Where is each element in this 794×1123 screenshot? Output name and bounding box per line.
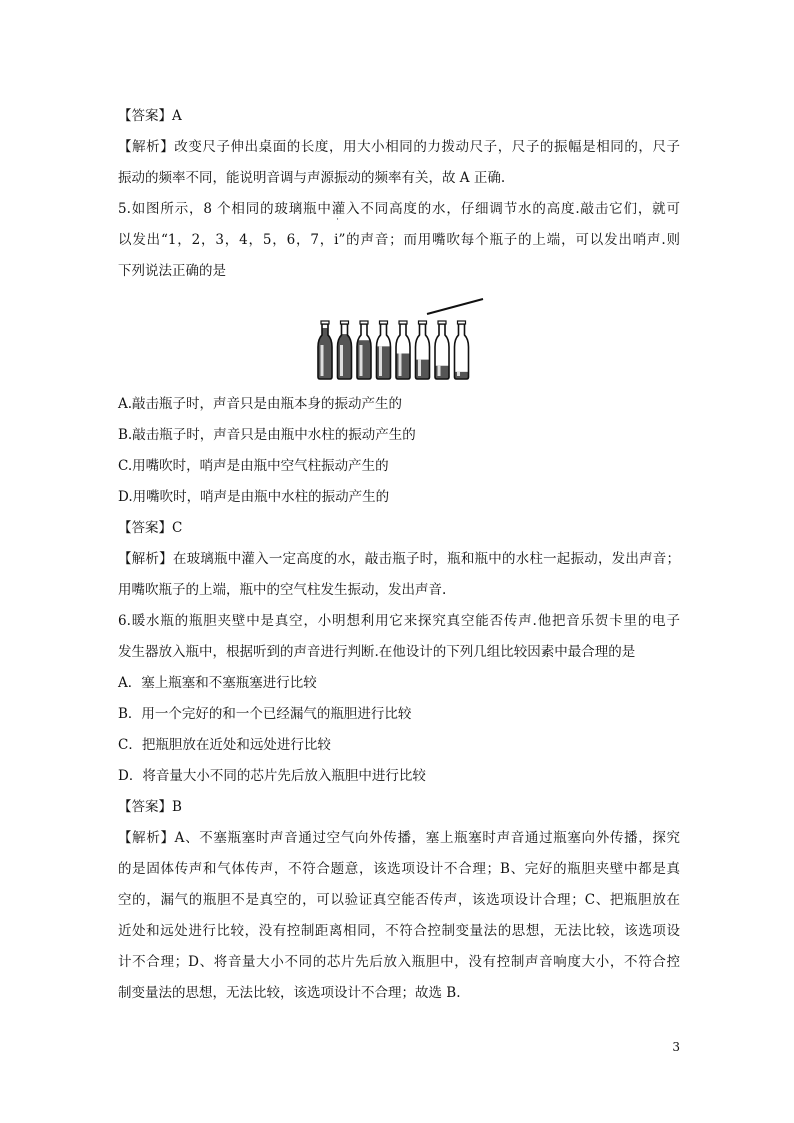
striking-stick: [427, 299, 483, 314]
glass-bottle: [396, 321, 410, 379]
water-column: [435, 366, 449, 379]
q6-analysis-line: 空的，漏气的瓶胆不是真空的，可以验证真空能否传声，该选项设计合理；C、把瓶胆放在: [118, 892, 680, 908]
q6-analysis-line: 计不合理；D、将音量大小不同的芯片先后放入瓶胆中，没有控制声音响度大小，不符合控: [118, 954, 680, 970]
water-column: [338, 334, 352, 379]
answer-tag: 【答案】: [118, 108, 172, 124]
q6-analysis-line: 的是固体传声和气体传声，不符合题意，该选项设计不合理；B、完好的瓶胆夹壁中都是真: [118, 861, 680, 877]
water-column: [318, 328, 332, 379]
q6-option: B．用一个完好的和一个已经漏气的瓶胆进行比较: [118, 706, 412, 722]
glass-bottle: [455, 321, 469, 379]
q5-option: A.敲击瓶子时，声音只是由瓶本身的振动产生的: [118, 396, 403, 412]
octave-dot: ·: [336, 215, 339, 225]
glass-bottle: [435, 321, 449, 379]
q6-answer: [118, 792, 680, 823]
stem-text: ”的声音；而用嘴吹每个瓶子的上端，可以发出哨声.则: [338, 232, 680, 248]
q6-analysis-line: [118, 823, 680, 854]
q6-analysis-line: 制变量法的思想，无法比较，该选项设计不合理；故选 B.: [118, 985, 461, 1001]
analysis-text: 改变尺子伸出桌面的长度，用大小相同的力拨动尺子，尺子的振幅是相同的，尺子: [174, 139, 681, 155]
q6-option: D．将音量大小不同的芯片先后放入瓶胆中进行比较: [118, 768, 426, 784]
q5-stem-line: [118, 215, 680, 256]
q6-option: A．塞上瓶塞和不塞瓶塞进行比较: [118, 675, 317, 691]
q4-analysis-line: 振动的频率不同，能说明音调与声源振动的频率有关，故 A 正确.: [118, 170, 506, 186]
q5-option: B.敲击瓶子时，声音只是由瓶中水柱的振动产生的: [118, 427, 416, 443]
bottles-illustration: [313, 293, 493, 383]
bottles-figure: [118, 293, 680, 389]
water-column: [377, 346, 391, 379]
glass-bottle: [338, 321, 352, 379]
analysis-text: A、不塞瓶塞时声音通过空气向外传播，塞上瓶塞时声音通过瓶塞向外传播，探究: [174, 830, 681, 846]
q5-answer: [118, 513, 680, 544]
q6-analysis-line: 近处和远处进行比较，没有控制距离相同，不符合控制变量法的思想，无法比较，该选项设: [118, 923, 680, 939]
glass-bottle: [318, 321, 332, 379]
q6-option: C．把瓶胆放在近处和远处进行比较: [118, 737, 331, 753]
water-column: [416, 360, 430, 379]
q4-analysis-line: [118, 132, 680, 163]
page-content: [118, 101, 680, 1009]
answer-value: B: [172, 799, 182, 815]
q5-analysis-line: [118, 544, 680, 575]
answer-value: C: [172, 520, 183, 536]
glass-bottle: [377, 321, 391, 379]
stem-text: 以发出“1，2，3，4，5，6，7，: [118, 232, 335, 248]
analysis-text: 在玻璃瓶中灌入一定高度的水，敲击瓶子时，瓶和瓶中的水柱一起振动，发出声音；: [172, 551, 681, 567]
q5-stem-line: 下列说法正确的是: [118, 263, 226, 279]
analysis-tag: 【解析】: [118, 139, 175, 155]
analysis-tag: 【解析】: [118, 551, 173, 567]
q5-option: D.用嘴吹时，哨声是由瓶中水柱的振动产生的: [118, 489, 390, 505]
q5-stem-line: 5.如图所示，8 个相同的玻璃瓶中灌入不同高度的水，仔细调节水的高度.敲击它们，就可: [118, 201, 680, 217]
answer-value: A: [172, 108, 182, 124]
water-column: [396, 354, 410, 380]
note-digit: i: [334, 232, 339, 248]
glass-bottle: [416, 321, 430, 379]
q5-analysis-line: 用嘴吹瓶子的上端，瓶中的空气柱发生振动，发出声音.: [118, 582, 447, 598]
page-number: 3: [672, 1040, 680, 1054]
q6-stem-line: 6.暖水瓶的瓶胆夹壁中是真空，小明想利用它来探究真空能否传声.他把音乐贺卡里的电子: [118, 613, 680, 629]
analysis-tag: 【解析】: [118, 830, 175, 846]
q4-answer: [118, 101, 680, 132]
answer-tag: 【答案】: [118, 520, 172, 536]
glass-bottle: [357, 321, 371, 379]
water-column: [357, 340, 371, 379]
water-column: [455, 372, 469, 379]
answer-tag: 【答案】: [118, 799, 172, 815]
high-do-note: [334, 215, 339, 256]
q5-option: C.用嘴吹时，哨声是由瓶中空气柱振动产生的: [118, 458, 389, 474]
q6-stem-line: 发生器放入瓶中，根据听到的声音进行判断.在他设计的下列几组比较因素中最合理的是: [118, 644, 636, 660]
